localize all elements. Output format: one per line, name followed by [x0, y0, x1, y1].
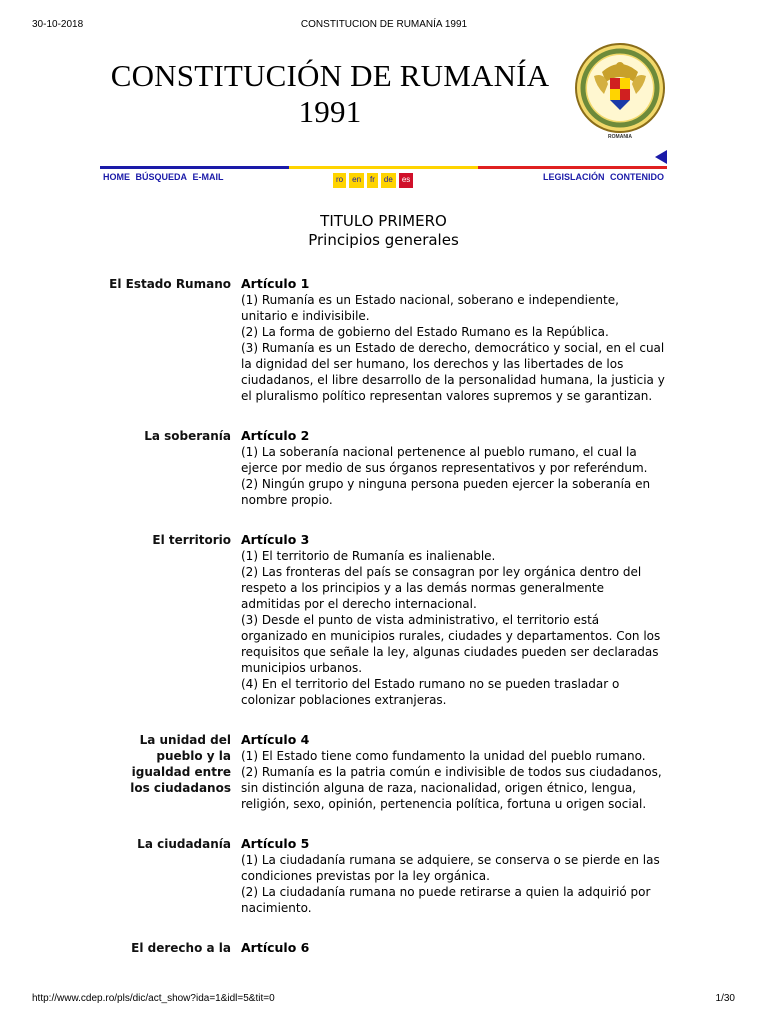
- tricolor-red: [478, 166, 667, 169]
- back-arrow-icon[interactable]: [655, 150, 667, 164]
- lang-es-button[interactable]: es: [399, 173, 413, 188]
- articles-list: [0, 276, 768, 980]
- section-subtitle: Principios generales: [308, 231, 459, 249]
- lang-ro-button[interactable]: ro: [333, 173, 346, 188]
- page-title: [100, 58, 560, 130]
- nav-search-link[interactable]: BÚSQUEDA: [135, 172, 188, 182]
- article-body: [235, 532, 665, 708]
- article-marginal-title: La ciudadanía: [137, 837, 231, 851]
- article-paragraph: (3) Rumanía es un Estado de derecho, democrático y social, en el cual la dignidad del ser humano, los derechos y las libertades de los ciudadanos, el libre desarrollo de la personalidad humana, la justicia y el pluralismo político representan valores supremos y se garantizan.: [241, 341, 665, 403]
- article-1: [0, 276, 768, 404]
- article-marginal-title: El territorio: [152, 533, 231, 547]
- article-body: [235, 276, 665, 404]
- article-paragraph: (4) En el territorio del Estado rumano no se pueden trasladar o colonizar poblaciones extranjeras.: [241, 677, 620, 707]
- article-paragraph: (2) La ciudadanía rumana no puede retirarse a quien la adquirió por nacimiento.: [241, 885, 651, 915]
- lang-de-button[interactable]: de: [381, 173, 396, 188]
- section-title: TITULO PRIMERO: [320, 212, 447, 230]
- article-body: [235, 428, 665, 508]
- article-body: [235, 940, 665, 956]
- article-paragraph: (1) El Estado tiene como fundamento la unidad del pueblo rumano.: [241, 749, 646, 763]
- article-body: [235, 836, 665, 916]
- language-selector: [333, 173, 413, 188]
- nav-left: [103, 172, 227, 182]
- print-header: [0, 19, 768, 33]
- seal-caption: ROMANIA: [608, 134, 632, 140]
- print-date: 30-10-2018: [32, 19, 84, 30]
- article-title: Artículo 1: [241, 276, 310, 291]
- page-title-line2: 1991: [298, 94, 362, 129]
- article-title: Artículo 2: [241, 428, 310, 443]
- print-title: CONSTITUCION DE RUMANÍA 1991: [300, 19, 468, 30]
- article-6: [0, 940, 768, 956]
- print-url: http://www.cdep.ro/pls/dic/act_show?ida=1&idl=5&tit=0: [32, 993, 275, 1004]
- article-marginal-title: El Estado Rumano: [109, 277, 231, 291]
- article-title: Artículo 6: [241, 940, 310, 955]
- nav-right: [543, 172, 667, 182]
- article-paragraph: (2) Rumanía es la patria común e indivisible de todos sus ciudadanos, sin distinción alguna de raza, nacionalidad, origen étnico, lengua, religión, sexo, opinión, pertenencia política, fortuna u origen social.: [241, 765, 662, 811]
- article-paragraph: (3) Desde el punto de vista administrativo, el territorio está organizado en municipios rurales, ciudades y departamentos. Con los requisitos que señale la ley, algunas ciudades pueden ser declaradas municipios urbanos.: [241, 613, 661, 675]
- article-paragraph: (2) La forma de gobierno del Estado Rumano es la República.: [241, 325, 609, 339]
- article-title: Artículo 3: [241, 532, 310, 547]
- article-title: Artículo 5: [241, 836, 310, 851]
- article-paragraph: (2) Las fronteras del país se consagran por ley orgánica dentro del respeto a los principios y a las demás normas generalmente admitidas por el derecho internacional.: [241, 565, 642, 611]
- nav-legislation-link[interactable]: LEGISLACIÓN: [542, 172, 605, 182]
- article-paragraph: (1) Rumanía es un Estado nacional, soberano e independiente, unitario e indivisibile.: [241, 293, 619, 323]
- page-title-line1: CONSTITUCIÓN DE RUMANÍA: [110, 58, 550, 93]
- article-body: [235, 732, 665, 812]
- nav-home-link[interactable]: HOME: [103, 172, 130, 182]
- section-heading: [100, 212, 667, 250]
- article-marginal-title: El derecho a la: [131, 941, 231, 955]
- print-footer: [0, 993, 768, 1007]
- lang-fr-button[interactable]: fr: [367, 173, 378, 188]
- article-3: [0, 532, 768, 708]
- lang-en-button[interactable]: en: [349, 173, 364, 188]
- article-2: [0, 428, 768, 508]
- nav-contents-link[interactable]: CONTENIDO: [610, 172, 664, 182]
- tricolor-blue: [100, 166, 289, 169]
- article-marginal-title: La unidad del pueblo y la igualdad entre los ciudadanos: [130, 733, 231, 795]
- tricolor-divider: [100, 166, 667, 169]
- article-paragraph: (1) El territorio de Rumanía es inalienable.: [241, 549, 496, 563]
- nav-email-link[interactable]: E-MAIL: [192, 172, 224, 182]
- article-marginal-title: La soberanía: [144, 429, 231, 443]
- article-4: [0, 732, 768, 812]
- tricolor-yellow: [289, 166, 478, 169]
- article-title: Artículo 4: [241, 732, 310, 747]
- coat-of-arms-seal-icon: [574, 42, 666, 154]
- article-paragraph: (1) La soberanía nacional pertenence al pueblo rumano, el cual la ejerce por medio de sus órganos representativos y por referéndum.: [241, 445, 648, 475]
- print-page-number: 1/30: [715, 993, 735, 1004]
- article-5: [0, 836, 768, 916]
- article-paragraph: (2) Ningún grupo y ninguna persona pueden ejercer la soberanía en nombre propio.: [241, 477, 651, 507]
- article-paragraph: (1) La ciudadanía rumana se adquiere, se conserva o se pierde en las condiciones previstas por la ley orgánica.: [241, 853, 660, 883]
